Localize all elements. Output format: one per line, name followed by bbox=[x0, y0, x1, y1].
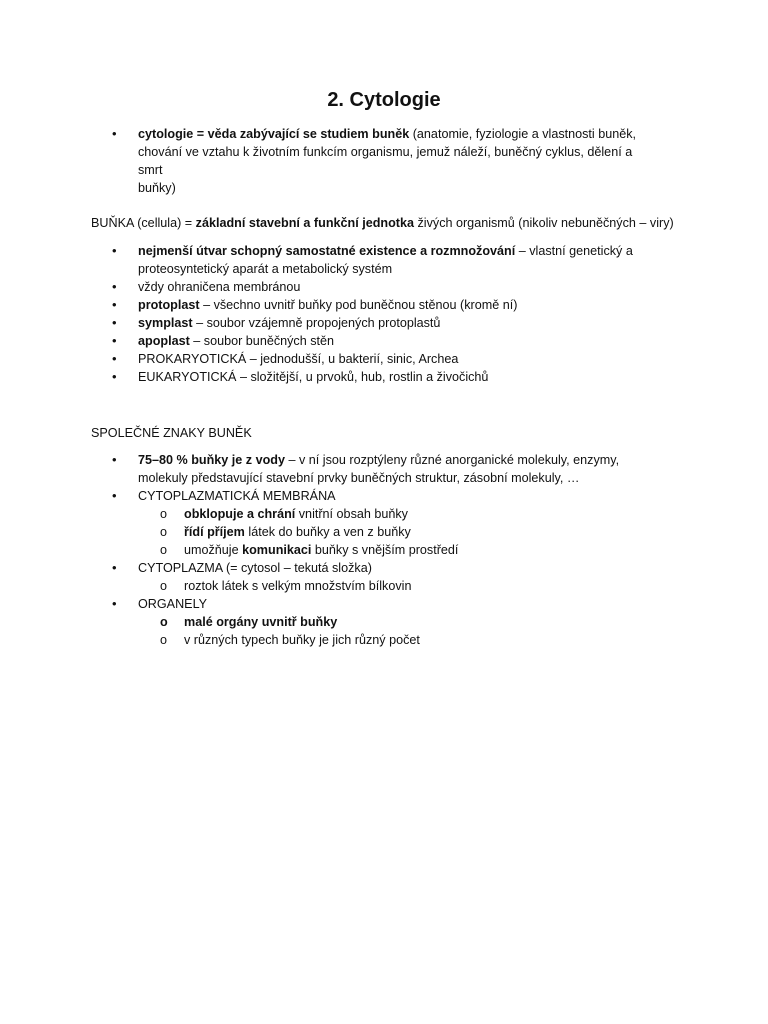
list-item bbox=[0, 487, 658, 559]
bullet-icon: • bbox=[112, 279, 117, 294]
bold-term: obklopuje a chrání bbox=[184, 507, 296, 521]
bullet-icon: • bbox=[112, 333, 117, 348]
intro-list bbox=[0, 125, 768, 197]
list-item-line: buňky) bbox=[138, 181, 176, 195]
text-span: umožňuje bbox=[184, 543, 243, 557]
bullet-icon: • bbox=[112, 488, 117, 503]
sub-list bbox=[138, 577, 658, 595]
list-item-line bbox=[138, 296, 658, 314]
text-span: (anatomie, fyziologie a vlastnosti buněk, bbox=[409, 127, 637, 141]
list-item-line: chování ve vztahu k životním funkcím organismu, jemuž náleží, buněčný cyklus, dělení a smrt bbox=[138, 145, 633, 177]
sub-list-item bbox=[138, 505, 658, 523]
sub-list-item bbox=[138, 523, 658, 541]
bold-term: základní stavební a funkční jednotka bbox=[195, 216, 414, 230]
list-item-line: vždy ohraničena membránou bbox=[138, 280, 301, 294]
bold-term: cytologie = věda zabývající se studiem buněk bbox=[138, 127, 410, 141]
list-item-line bbox=[138, 242, 658, 260]
bullet-icon: • bbox=[112, 560, 117, 575]
page-title: 2. Cytologie bbox=[327, 89, 441, 111]
list-item-line: CYTOPLAZMA (= cytosol – tekutá složka) bbox=[138, 561, 372, 575]
list-item-line: EUKARYOTICKÁ – složitější, u prvoků, hub, rostlin a živočichů bbox=[138, 370, 489, 384]
list-item-line: PROKARYOTICKÁ – jednodušší, u bakterií, sinic, Archea bbox=[138, 352, 459, 366]
list-item-line: CYTOPLAZMATICKÁ MEMBRÁNA bbox=[138, 489, 336, 503]
bullet-icon: • bbox=[112, 297, 117, 312]
text-span: – vlastní genetický a bbox=[515, 244, 633, 258]
sub-list-item bbox=[138, 577, 658, 595]
bullet-icon: • bbox=[112, 596, 117, 611]
circle-bullet-icon: o bbox=[160, 507, 168, 521]
bullet-icon: • bbox=[112, 369, 117, 384]
circle-bullet-icon: o bbox=[160, 543, 168, 557]
bullet-icon: • bbox=[112, 452, 117, 467]
list-item bbox=[0, 296, 658, 314]
list-item bbox=[0, 332, 658, 350]
bold-term: symplast bbox=[138, 316, 193, 330]
bold-term: malé orgány uvnitř buňky bbox=[184, 615, 338, 629]
bullet-icon: • bbox=[112, 243, 117, 258]
text-span: roztok látek s velkým množstvím bílkovin bbox=[184, 579, 412, 593]
bold-term: apoplast bbox=[138, 334, 190, 348]
list-item-line bbox=[138, 451, 658, 469]
bullet-icon: • bbox=[112, 126, 117, 141]
list-item bbox=[0, 595, 658, 649]
list-item bbox=[0, 350, 658, 368]
bullet-icon: • bbox=[112, 315, 117, 330]
bold-term: komunikaci bbox=[242, 543, 312, 557]
spolecne-list bbox=[0, 451, 768, 649]
bold-term: protoplast bbox=[138, 298, 200, 312]
bunka-definition bbox=[91, 214, 691, 232]
bold-term: 75–80 % buňky je z vody bbox=[138, 453, 285, 467]
list-item-line bbox=[138, 314, 658, 332]
text-span: – soubor vzájemně propojených protoplastů bbox=[192, 316, 441, 330]
spolecne-section bbox=[0, 451, 768, 649]
intro-section bbox=[0, 125, 768, 197]
text-span: vnitřní obsah buňky bbox=[295, 507, 408, 521]
circle-bullet-icon: o bbox=[160, 579, 168, 593]
circle-bullet-icon: o bbox=[160, 615, 168, 629]
list-item bbox=[0, 451, 658, 487]
bullet-icon: • bbox=[112, 351, 117, 366]
list-item bbox=[0, 278, 658, 296]
circle-bullet-icon: o bbox=[160, 633, 168, 647]
section-heading: SPOLEČNÉ ZNAKY BUNĚK bbox=[91, 426, 252, 440]
text-span: látek do buňky a ven z buňky bbox=[244, 525, 411, 539]
list-item-line: molekuly představující stavební prvky buněčných struktur, zásobní molekuly, … bbox=[138, 471, 580, 485]
sub-list-item bbox=[138, 613, 658, 631]
list-item bbox=[0, 125, 658, 197]
text-span: buňky s vnějším prostředí bbox=[311, 543, 459, 557]
bunka-list bbox=[0, 242, 768, 386]
list-item-line bbox=[138, 332, 658, 350]
sub-list-item bbox=[138, 541, 658, 559]
sub-list-item bbox=[138, 631, 658, 649]
bunka-section bbox=[0, 242, 768, 386]
list-item-line: proteosyntetický aparát a metabolický systém bbox=[138, 262, 393, 276]
circle-bullet-icon: o bbox=[160, 525, 168, 539]
text-span: BUŇKA (cellula) = bbox=[91, 216, 196, 230]
text-span: – všechno uvnitř buňky pod buněčnou stěnou (kromě ní) bbox=[199, 298, 518, 312]
list-item bbox=[0, 559, 658, 595]
text-span: živých organismů (nikoliv nebuněčných – viry) bbox=[414, 216, 674, 230]
list-item-line: ORGANELY bbox=[138, 597, 208, 611]
text-span: v různých typech buňky je jich různý počet bbox=[184, 633, 420, 647]
bold-term: nejmenší útvar schopný samostatné existence a rozmnožování bbox=[138, 244, 516, 258]
list-item bbox=[0, 242, 658, 278]
text-span: – soubor buněčných stěn bbox=[189, 334, 335, 348]
sub-list bbox=[138, 505, 658, 559]
text-span: – v ní jsou rozptýleny různé anorganické molekuly, enzymy, bbox=[285, 453, 620, 467]
list-item-line bbox=[138, 125, 658, 143]
bold-term: řídí příjem bbox=[184, 525, 245, 539]
sub-list bbox=[138, 613, 658, 649]
list-item bbox=[0, 368, 658, 386]
list-item bbox=[0, 314, 658, 332]
